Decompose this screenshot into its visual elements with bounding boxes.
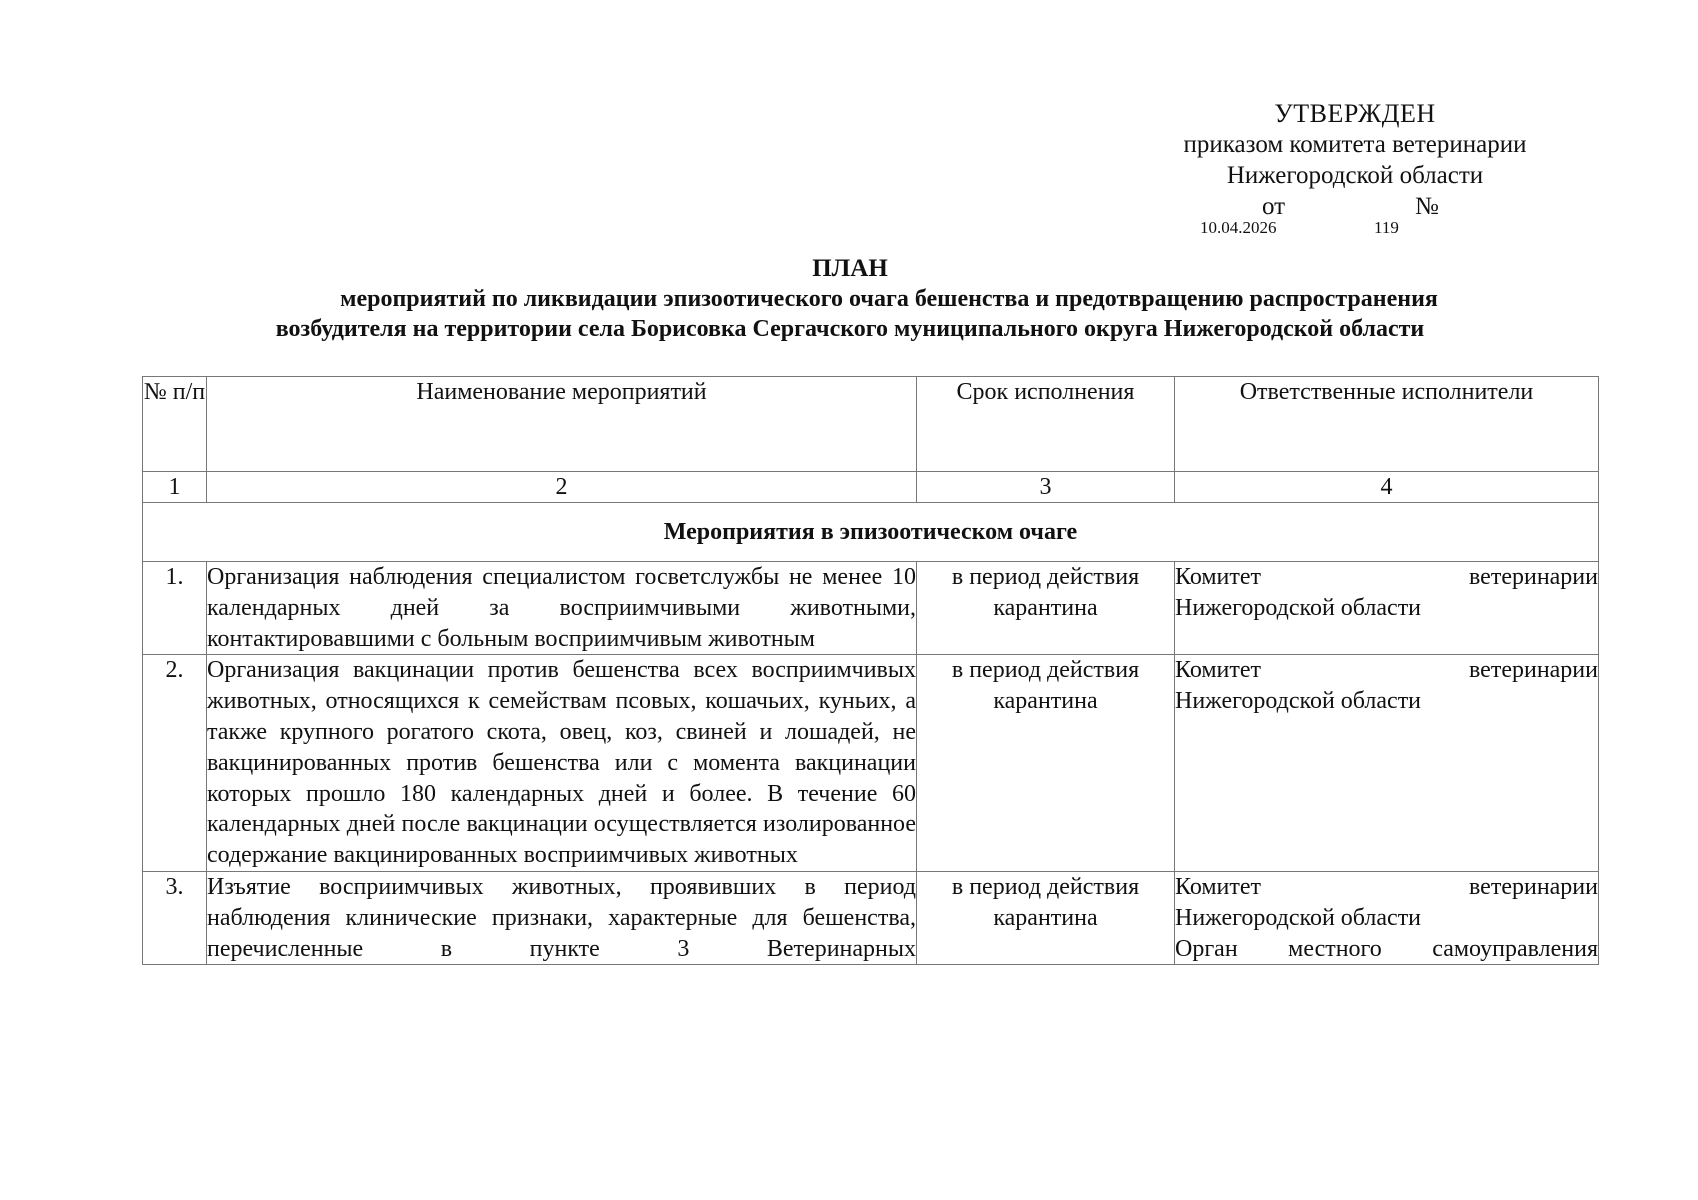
plan-table xyxy=(142,376,1599,965)
row-name-text: Организация наблюдения специалистом госветслужбы не менее 10 календарных дней за восприимчивыми животными, контактировавшими с больным восприимчивым животным xyxy=(207,564,916,652)
row-term: в период действия карантина xyxy=(917,562,1175,655)
row-name-text: Организация вакцинации против бешенства всех восприимчивых животных, относящихся к семействам псовых, кошачьих, куньих, а также крупного рогатого скота, овец, коз, свиней и лошадей, не вакцинированных против бешенства или с момента вакцинации которых прошло 180 календарных дней и более. В течение 60 календарных дней после вакцинации осуществляется изолированное содержание вакцинированных восприимчивых животных xyxy=(207,657,916,869)
responsible-line: Нижегородской области xyxy=(1175,904,1422,931)
row-responsible xyxy=(1175,655,1599,872)
responsible-line: Орган местного самоуправления xyxy=(1175,935,1598,962)
section-row xyxy=(143,503,1599,562)
row-name xyxy=(207,871,917,964)
column-number: 2 xyxy=(207,472,917,503)
column-number: 3 xyxy=(917,472,1175,503)
approval-number-label: № xyxy=(1415,193,1439,220)
responsible-line: Комитет ветеринарии xyxy=(1175,657,1598,684)
table-row xyxy=(143,562,1599,655)
row-number: 2. xyxy=(143,655,207,872)
responsible-line: Нижегородской области xyxy=(1175,594,1422,621)
approval-number: 119 xyxy=(1374,218,1399,237)
header-name: Наименование мероприятий xyxy=(207,377,917,472)
column-number: 1 xyxy=(143,472,207,503)
row-term: в период действия карантина xyxy=(917,655,1175,872)
header-responsible: Ответственные исполнители xyxy=(1175,377,1599,472)
approval-stamp xyxy=(1150,98,1560,241)
approval-line-2: Нижегородской области xyxy=(1226,162,1484,189)
row-name xyxy=(207,655,917,872)
row-number: 3. xyxy=(143,871,207,964)
row-responsible xyxy=(1175,871,1599,964)
table-row xyxy=(143,655,1599,872)
section-title: Мероприятия в эпизоотическом очаге xyxy=(143,503,1599,562)
approval-registration xyxy=(1150,219,1560,241)
approval-heading: УТВЕРЖДЕН xyxy=(1274,99,1436,128)
header-term: Срок исполнения xyxy=(917,377,1175,472)
responsible-line: Комитет ветеринарии xyxy=(1175,564,1598,590)
approval-date: 10.04.2026 xyxy=(1200,218,1277,237)
row-term: в период действия карантина xyxy=(917,871,1175,964)
plan-title-line-1: мероприятий по ликвидации эпизоотического очага бешенства и предотвращению распространения xyxy=(340,286,1438,312)
row-responsible xyxy=(1175,562,1599,655)
responsible-line: Комитет ветеринарии xyxy=(1175,873,1598,900)
approval-from-label: от xyxy=(1262,193,1286,220)
approval-line-1: приказом комитета ветеринарии xyxy=(1183,131,1527,158)
column-number-row xyxy=(143,472,1599,503)
table-row xyxy=(143,871,1599,964)
header-row xyxy=(143,377,1599,472)
plan-title xyxy=(180,254,1520,344)
plan-title-line-2: возбудителя на территории села Борисовка Сергачского муниципального округа Нижегородской области xyxy=(275,316,1425,342)
header-num: № п/п xyxy=(143,377,207,472)
responsible-line: Нижегородской области xyxy=(1175,688,1422,715)
column-number: 4 xyxy=(1175,472,1599,503)
row-name xyxy=(207,562,917,655)
approval-number-line xyxy=(1150,191,1560,219)
row-number: 1. xyxy=(143,562,207,655)
row-name-text: Изъятие восприимчивых животных, проявивших в период наблюдения клинические признаки, характерные для бешенства, перечисленные в пункте 3 Ветеринарных xyxy=(207,873,916,962)
plan-title-main: ПЛАН xyxy=(812,255,888,282)
